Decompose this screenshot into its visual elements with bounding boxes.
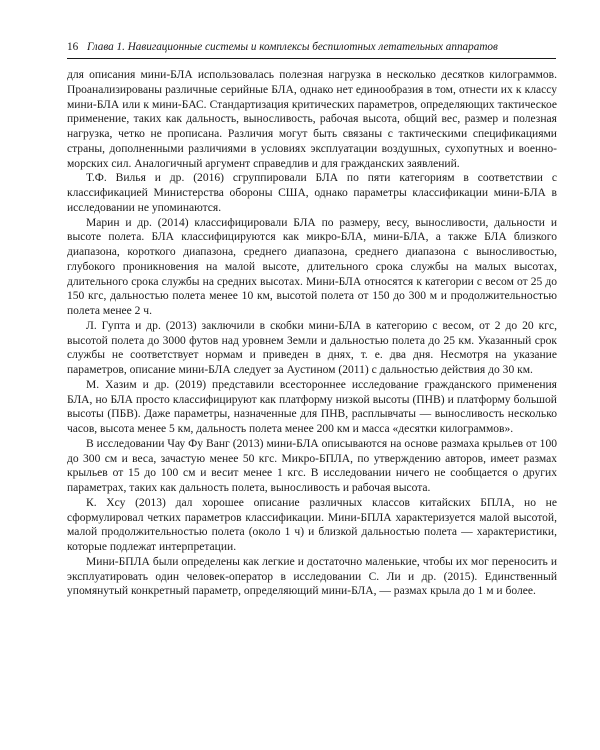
paragraph: К. Хсу (2013) дал хорошее описание различных классов китайских БПЛА, но не сформулировал четких параметров классификации. Мини-БПЛА характеризуется малой высотой, малой продолжительностью полета (около 1 ч) и близкой дальностью полета — характеристики, которые подлежат интерпретации. (67, 496, 557, 553)
paragraph: Марин и др. (2014) классифицировали БЛА по размеру, весу, выносливости, дальности и высоте полета. БЛА классифицируются как микро-БЛА, мини-БЛА, а также БЛА близкого диапазона, короткого диапазона, среднего диапазона, среднего диапазона с выносливостью, глубокого проникновения на малой высоте, длительного срока службы на малых высотах, длительного срока службы на средних высотах. Мини-БЛА относятся к категории с весом от 25 до 150 кгс, дальностью полета менее 10 км, высотой полета от 150 до 300 м и продолжительностью полета менее 2 ч. (67, 216, 557, 317)
paragraph-continuation: для описания мини-БЛА использовалась полезная нагрузка в несколько десятков килограммов. Проанализированы различные серийные БЛА, однако нет единообразия в том, отнести их к классу мини-БЛА или к мини-БАС. Стандартизация критических параметров, определяющих тактическое применение, таких как дальность, выносливость, рабочая высота, общий вес, размер и полезная нагрузка, четко не прописана. Различия могут быть связаны с тактическими спецификациями страны, дополненными различиями в условиях эксплуатации воздушных, сухопутных и военно-морских сил. Аналогичный аргумент справедлив и для гражданских заявлений. (67, 69, 557, 170)
running-title: Глава 1. Навигационные системы и комплексы беспилотных летательных аппаратов (86, 41, 498, 53)
header-rule (67, 58, 556, 59)
running-header (67, 41, 557, 54)
body-text (67, 68, 557, 599)
paragraph: Мини-БПЛА были определены как легкие и достаточно маленькие, чтобы их мог переносить и эксплуатировать один человек-оператор в исследовании С. Ли и др. (2015). Единственный упомянутый конкретный параметр, определяющий мини-БЛА, — размах крыла до 1 м и более. (67, 555, 557, 598)
paragraph: Л. Гупта и др. (2013) заключили в скобки мини-БЛА в категорию с весом, от 2 до 20 кгс, высотой полета до 3000 футов над уровнем Земли и дальностью полета до 25 км. Указанный срок службы не соответствует нормам и приведен в днях, т. е. два дня. Несмотря на указание параметров, описание мини-БЛА следует за Аустином (2011) с дальностью действия до 30 км. (67, 319, 557, 376)
page-number: 16 (67, 41, 79, 53)
paragraph: М. Хазим и др. (2019) представили всестороннее исследование гражданского применения БЛА, но БЛА просто классифицируют как платформу низкой высоты (ПНВ) и платформу большой высоты (ПБВ). Даже параметры, назначенные для ПНВ, расплывчаты — выносливость несколько часов, высота менее 5 км, дальность полета менее 200 км и масса «десятки килограммов». (67, 378, 557, 435)
paragraph: В исследовании Чау Фу Ванг (2013) мини-БЛА описываются на основе размаха крыльев от 100 до 300 см и веса, зачастую менее 50 кгс. Микро-БПЛА, по утверждению авторов, имеет размах крыльев от 15 до 100 см и весит менее 1 кгс. В исследовании ничего не сообщается о других параметрах, таких как дальность полета, выносливость и рабочая высота. (67, 437, 557, 494)
paragraph: Т.Ф. Вилья и др. (2016) сгруппировали БЛА по пяти категориям в соответствии с классификацией Министерства обороны США, однако параметры классификации мини-БЛА в исследовании не упоминаются. (67, 172, 557, 214)
